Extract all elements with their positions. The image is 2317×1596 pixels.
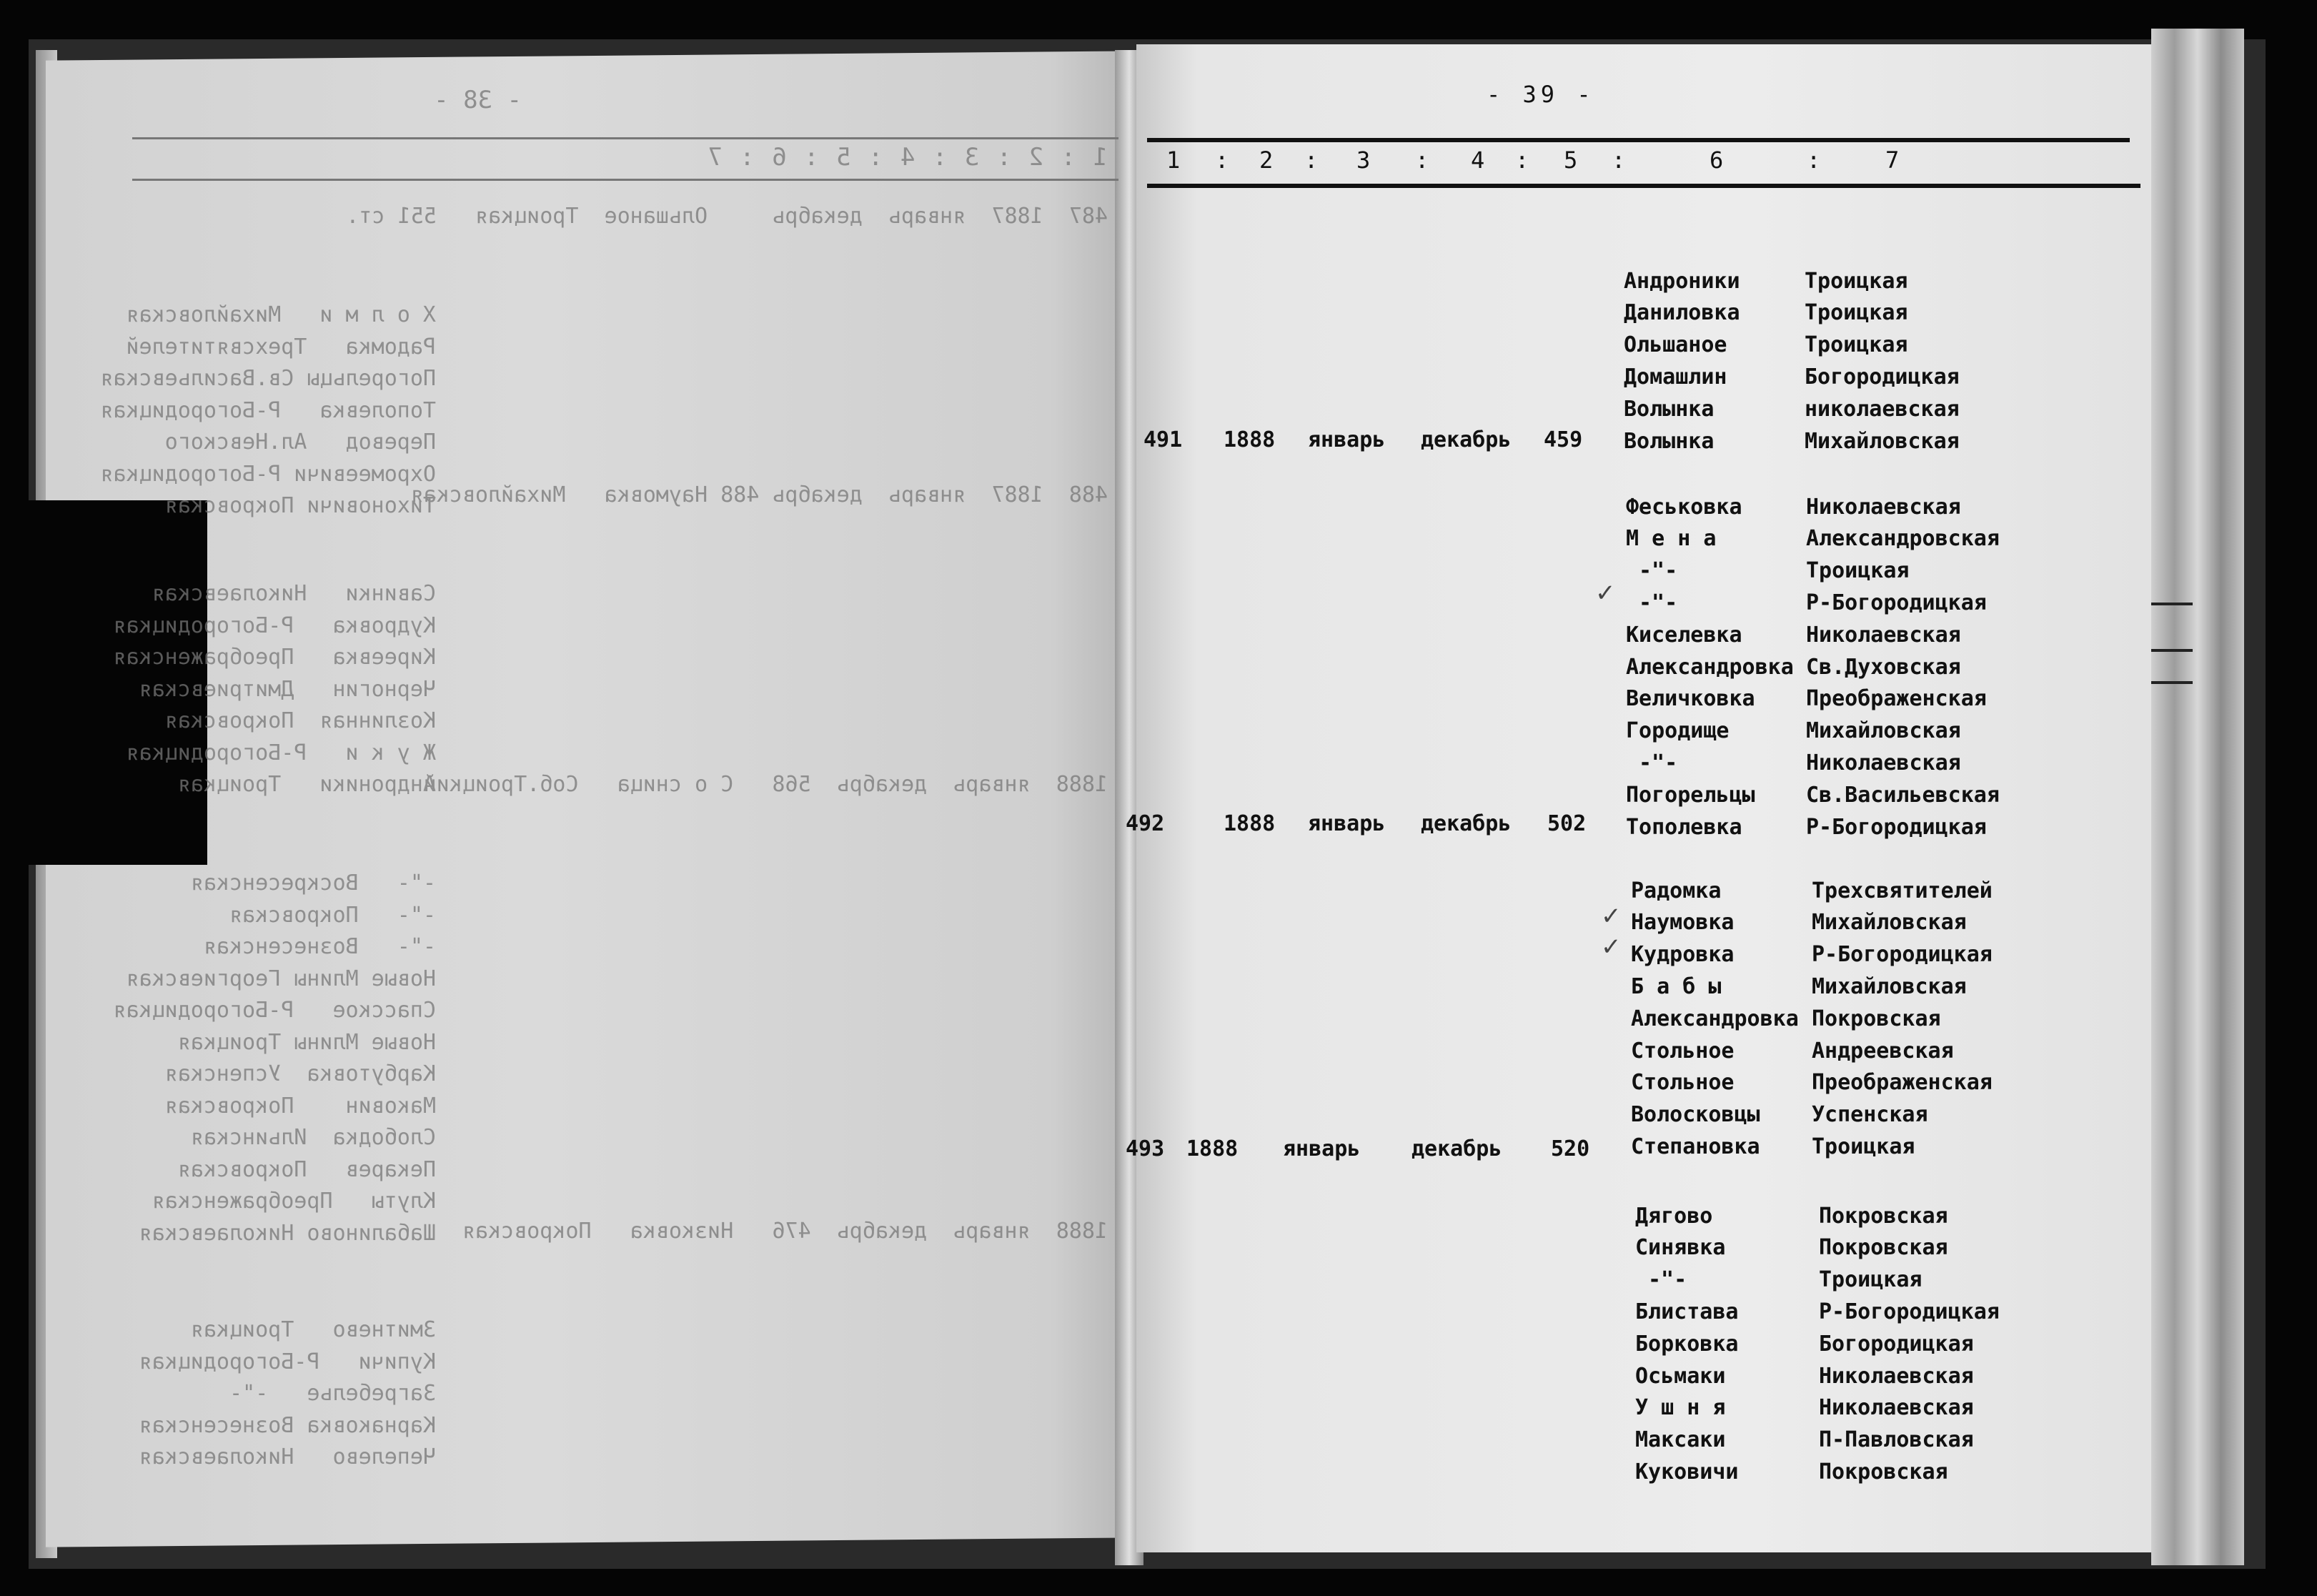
record-number: 492 <box>1126 811 1165 836</box>
record-churches: Покровская Покровская Троицкая Р-Богородицкая Богородицкая Николаевская Николаевская П-Павловская Покровская <box>1819 1203 2000 1485</box>
record-churches: Николаевская Александровская Троицкая Р-Богородицкая Николаевская Св.Духовская Преображенская Михайловская Николаевская Св.Васильевская Р-Богородицкая <box>1806 494 2000 840</box>
record-year: 1888 <box>1224 811 1276 836</box>
left-list: Змитнево Троицкая Купичи Р-Богородицкая Загребелье -"- Карнаковка Вознесенская Чепелево Николаевская <box>139 1317 436 1469</box>
record-to: декабрь <box>1411 1136 1502 1161</box>
left-page-number: - 38 - <box>434 86 522 114</box>
record-from: январь <box>1308 811 1386 836</box>
record-churches: Трехсвятителей Михайловская Р-Богородицкая Михайловская Покровская Андреевская Преображенская Успенская Троицкая <box>1812 878 1993 1159</box>
record-year: 1888 <box>1186 1136 1239 1161</box>
continuation-villages: Андроники Даниловка Ольшаное Домашлин Волынка Волынка <box>1624 268 1740 454</box>
header-rule-top <box>1147 138 2130 142</box>
left-page-bleedthrough <box>100 68 1122 1469</box>
record-to: декабрь <box>1421 811 1512 836</box>
header-rule-bottom <box>1147 184 2140 188</box>
record-count: 502 <box>1547 811 1587 836</box>
left-list: -"- Воскресенская -"- Покровская -"- Вознесенская Новые Млины Георгиевская Спасское Р-Богородицкая Новые Млины Троицкая Карбутовка Успенская Маковин Покровская Слободка Ильинская Пекарев Покровская Клуты Преображенская Шабалиново Николаевская <box>113 871 436 1246</box>
left-row: 1888 январь декабрь 476 Низковка Покровская <box>462 1219 1108 1244</box>
record-count: 520 <box>1551 1136 1590 1161</box>
edge-mark <box>2151 603 2193 605</box>
continuation-churches: Троицкая Троицкая Троицкая Богородицкая николаевская Михайловская <box>1805 268 1960 454</box>
left-row: 1888 январь декабрь 568 С о сница Соб.Троицкий <box>423 772 1108 797</box>
check-mark: ✓ <box>1601 933 1622 961</box>
record-number: 493 <box>1126 1136 1165 1161</box>
record-count: 459 <box>1544 427 1583 452</box>
edge-mark <box>2151 649 2193 652</box>
left-column-header: 1 : 2 : 3 : 4 : 5 : 6 : 7 <box>706 143 1108 172</box>
left-list: Савинки Николаевская Кудровка Р-Богородицкая Киреевка Преображенская Черногин Дмитриевская Козлинная Покровская Ж у к и Р-Богородицкая Андроники Троицкая <box>113 581 436 797</box>
record-number: 491 <box>1143 427 1183 452</box>
record-year: 1888 <box>1224 427 1276 452</box>
record-from: январь <box>1308 427 1386 452</box>
record-to: декабрь <box>1421 427 1512 452</box>
check-mark: ✓ <box>1601 902 1622 931</box>
record-villages: Феськовка М е н а -"- -"- Киселевка Александровка Величковка Городище -"- Погорельцы Тополевка <box>1626 494 1794 840</box>
right-page-edges <box>2151 29 2244 1565</box>
left-row: 488 1887 январь декабрь 488 Наумовка Михайловская <box>410 482 1108 507</box>
right-page-number: - 39 - <box>1487 81 1595 108</box>
edge-mark <box>2151 681 2193 684</box>
record-villages: Радомка Наумовка Кудровка Б а б ы Александровка Стольное Стольное Волосковцы Степановка <box>1631 878 1799 1159</box>
check-mark: ✓ <box>1595 579 1616 608</box>
left-row: 487 1887 январь декабрь Ольшаное Троицкая 551 ст. <box>346 204 1108 229</box>
left-list: Х о л м и Михайловская Радомка Трехсвятителей Погорельцы Св.Васильевская Тополевка Р-Богородицкая Перевод Ал.Невского Охромеевичи Р-Богородицкая Тихоновичи Покровская <box>100 302 436 518</box>
record-villages: Дягово Синявка -"- Блистава Борковка Осьмаки У ш н я Максаки Куковичи <box>1635 1203 1739 1485</box>
record-from: январь <box>1283 1136 1361 1161</box>
